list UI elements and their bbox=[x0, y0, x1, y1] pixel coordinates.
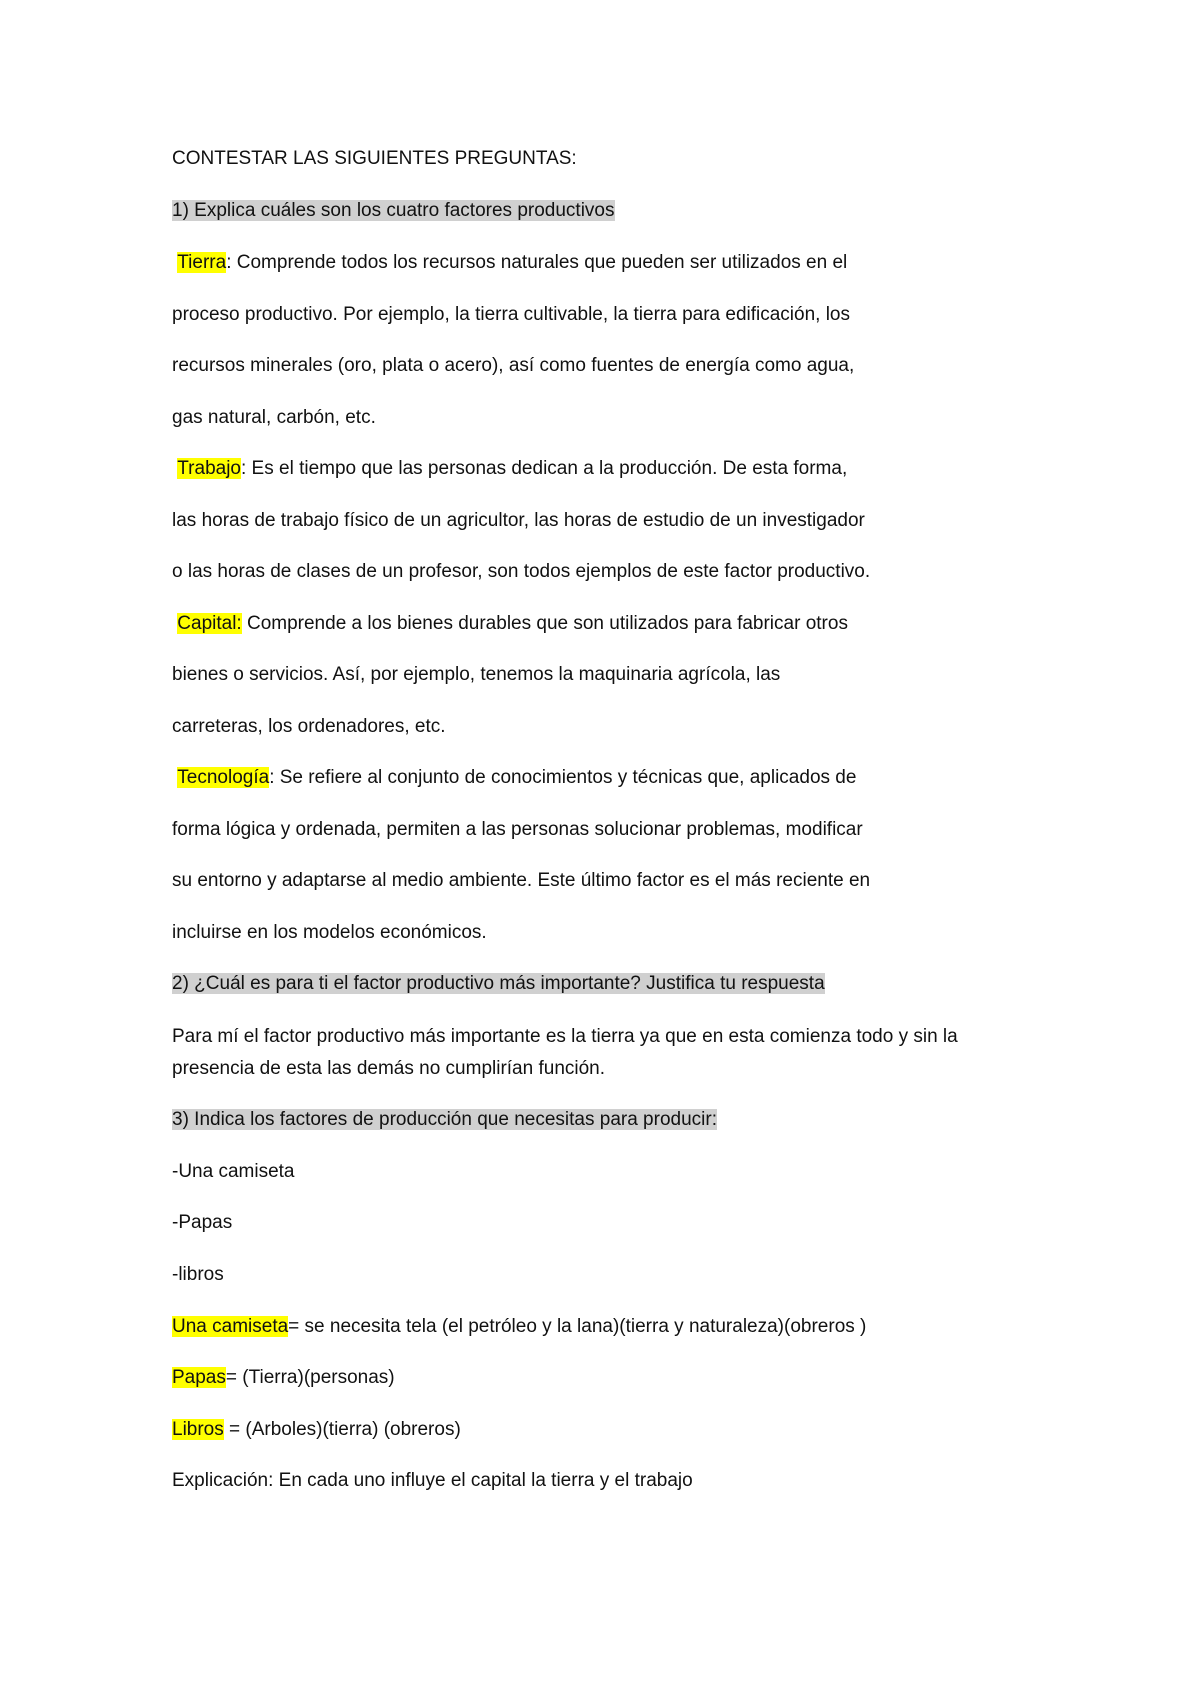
tierra-paragraph-line-3: recursos minerales (oro, plata o acero), así como fuentes de energía como agua, bbox=[172, 355, 855, 376]
trabajo-paragraph-line-1 bbox=[172, 456, 847, 482]
capital-paragraph-line-2: bienes o servicios. Así, por ejemplo, tenemos la maquinaria agrícola, las bbox=[172, 664, 781, 685]
capital-text: Comprende a los bienes durables que son utilizados para fabricar otros bbox=[241, 613, 848, 634]
capital-term: Capital: bbox=[177, 613, 242, 634]
list-item: -Papas bbox=[172, 1212, 233, 1233]
tecnologia-paragraph-line-2: forma lógica y ordenada, permiten a las personas solucionar problemas, modificar bbox=[172, 819, 863, 840]
list-item: -Una camiseta bbox=[172, 1161, 295, 1182]
answer-libros-term: Libros bbox=[172, 1419, 224, 1440]
tierra-text: : Comprende todos los recursos naturales que pueden ser utilizados en el bbox=[226, 252, 848, 273]
answer-papas-text: = (Tierra)(personas) bbox=[225, 1367, 395, 1388]
answer-camiseta bbox=[172, 1314, 866, 1340]
tierra-paragraph-line-2: proceso productivo. Por ejemplo, la tierra cultivable, la tierra para edificación, los bbox=[172, 304, 850, 325]
answer-papas-term: Papas bbox=[172, 1367, 226, 1388]
question-3 bbox=[172, 1107, 717, 1133]
answer-2-line-2: presencia de esta las demás no cumplirían función. bbox=[172, 1058, 606, 1079]
answer-camiseta-text: = se necesita tela (el petróleo y la lana)(tierra y naturaleza)(obreros ) bbox=[288, 1316, 867, 1337]
question-2 bbox=[172, 971, 825, 997]
question-1-text: 1) Explica cuáles son los cuatro factores productivos bbox=[172, 200, 615, 221]
explanation: Explicación: En cada uno influye el capital la tierra y el trabajo bbox=[172, 1470, 693, 1491]
capital-paragraph-line-1 bbox=[172, 611, 848, 637]
tierra-paragraph-line-4: gas natural, carbón, etc. bbox=[172, 407, 376, 428]
list-item: -libros bbox=[172, 1264, 224, 1285]
tecnologia-paragraph-line-4: incluirse en los modelos económicos. bbox=[172, 922, 487, 943]
document-title: CONTESTAR LAS SIGUIENTES PREGUNTAS: bbox=[172, 148, 577, 169]
tierra-term: Tierra bbox=[177, 252, 227, 273]
answer-camiseta-term: Una camiseta bbox=[172, 1316, 289, 1337]
answer-2-line-1: Para mí el factor productivo más importante es la tierra ya que en esta comienza todo y sin la bbox=[172, 1026, 958, 1047]
capital-paragraph-line-3: carreteras, los ordenadores, etc. bbox=[172, 716, 446, 737]
trabajo-paragraph-line-3: o las horas de clases de un profesor, son todos ejemplos de este factor productivo. bbox=[172, 561, 871, 582]
answer-libros-text: = (Arboles)(tierra) (obreros) bbox=[223, 1419, 461, 1440]
trabajo-term: Trabajo bbox=[177, 458, 241, 479]
answer-libros bbox=[172, 1417, 461, 1443]
tecnologia-paragraph-line-1 bbox=[172, 765, 856, 791]
tecnologia-text: : Se refiere al conjunto de conocimientos y técnicas que, aplicados de bbox=[269, 767, 857, 788]
tecnologia-paragraph-line-3: su entorno y adaptarse al medio ambiente. Este último factor es el más reciente en bbox=[172, 870, 871, 891]
trabajo-paragraph-line-2: las horas de trabajo físico de un agricultor, las horas de estudio de un investigador bbox=[172, 510, 865, 531]
question-3-text: 3) Indica los factores de producción que necesitas para producir: bbox=[172, 1109, 717, 1130]
tierra-paragraph-line-1 bbox=[172, 250, 847, 276]
question-1 bbox=[172, 198, 615, 224]
question-2-text: 2) ¿Cuál es para ti el factor productivo más importante? Justifica tu respuesta bbox=[172, 973, 825, 994]
trabajo-text: : Es el tiempo que las personas dedican a la producción. De esta forma, bbox=[241, 458, 848, 479]
tecnologia-term: Tecnología bbox=[177, 767, 270, 788]
answer-papas bbox=[172, 1365, 395, 1391]
